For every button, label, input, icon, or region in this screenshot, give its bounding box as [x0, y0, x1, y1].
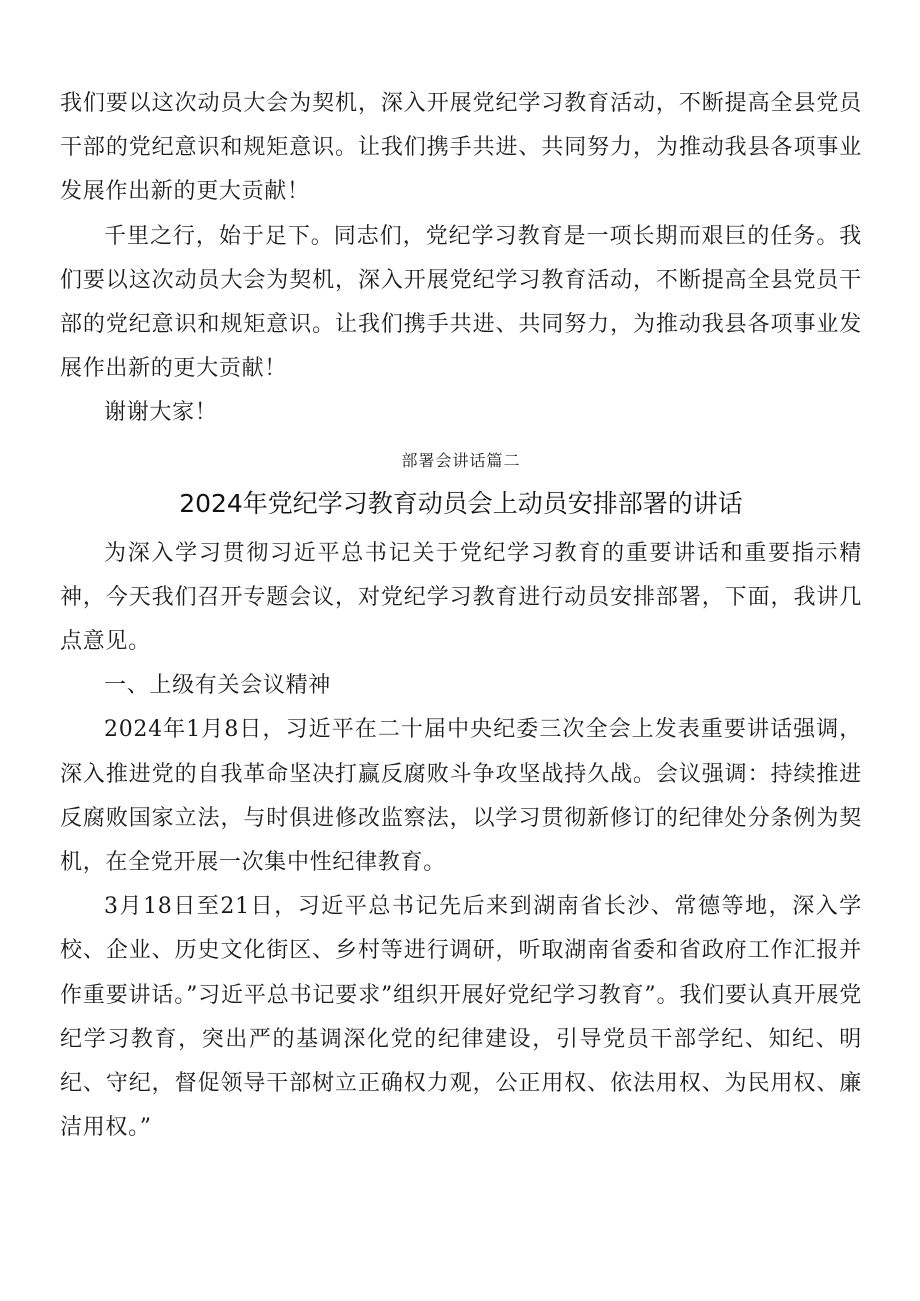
section-heading: 一、上级有关会议精神: [104, 673, 332, 699]
paragraph-closing: 千里之行，始于足下。同志们，党纪学习教育是一项长期而艰巨的任务。我们要以这次动员大会为契机，深入开展党纪学习教育活动，不断提高全县党员干部的党纪意识和规矩意识。让我们携手共进、共同努力，为推动我县各项事业发展作出新的更大贡献！: [60, 223, 862, 382]
paragraph-continuation: 我们要以这次动员大会为契机，深入开展党纪学习教育活动，不断提高全县党员干部的党纪意识和规矩意识。让我们携手共进、共同努力，为推动我县各项事业发展作出新的更大贡献！: [60, 91, 862, 205]
document-title: 2024年党纪学习教育动员会上动员安排部署的讲话: [179, 488, 743, 518]
paragraph-meeting-mar: 3月18日至21日，习近平总书记先后来到湖南省长沙、常德等地，深入学校、企业、历史文化街区、乡村等进行调研，听取湖南省委和省政府工作汇报并作重要讲话。”习近平总书记要求”组织开展好党纪学习教育”。我们要认真开展党纪学习教育，突出严的基调深化党的纪律建设，引导党员干部学纪、知纪、明纪、守纪，督促领导干部树立正确权力观，公正用权、依法用权、为民用权、廉洁用权。”: [60, 894, 862, 1141]
paragraph-intro: 为深入学习贯彻习近平总书记关于党纪学习教育的重要讲话和重要指示精神，今天我们召开专题会议，对党纪学习教育进行动员安排部署，下面，我讲几点意见。: [60, 540, 862, 655]
paragraph-thanks: 谢谢大家！: [104, 400, 218, 426]
section-label: 部署会讲话篇二: [401, 450, 521, 470]
paragraph-meeting-jan: 2024年1月8日，习近平在二十届中央纪委三次全会上发表重要讲话强调，深入推进党的自我革命坚决打赢反腐败斗争攻坚战持久战。会议强调：持续推进反腐败国家立法，与时俱进修改监察法，以学习贯彻新修订的纪律处分条例为契机，在全党开展一次集中性纪律教育。: [60, 717, 862, 876]
